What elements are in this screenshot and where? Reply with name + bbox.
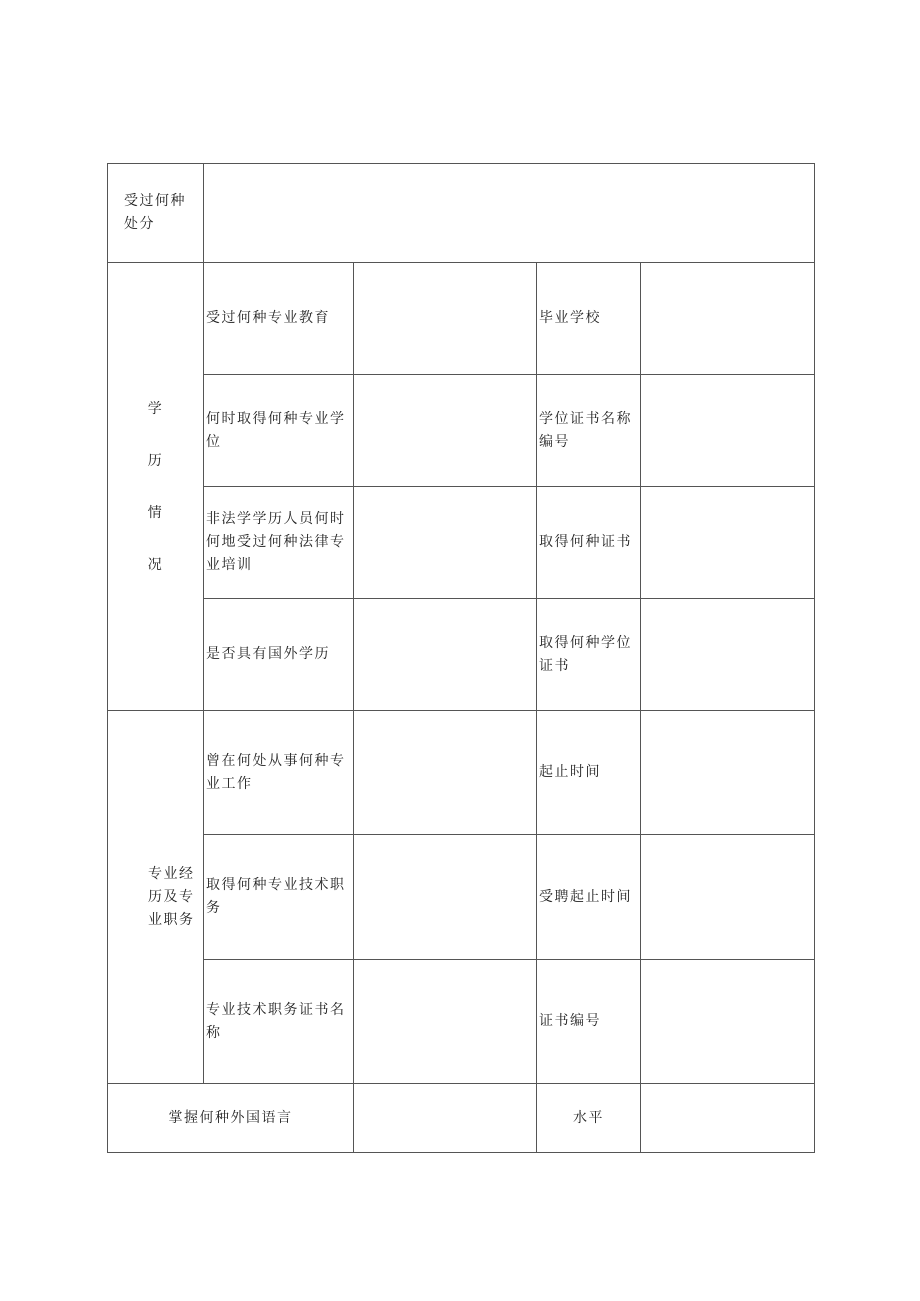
education-row-4 [108,599,815,711]
graduation-school-label: 毕业学校 [537,263,641,375]
work-history-field[interactable] [354,711,537,835]
certificate-obtained-field[interactable] [641,487,815,599]
registration-form-table [107,163,815,1153]
professional-education-label: 受过何种专业教育 [204,263,354,375]
work-period-label: 起止时间 [537,711,641,835]
education-row-3 [108,487,815,599]
technical-title-label: 取得何种专业技术职务 [204,835,354,960]
degree-obtained-label: 何时取得何种专业学位 [204,375,354,487]
degree-obtained-field[interactable] [354,375,537,487]
foreign-education-label: 是否具有国外学历 [204,599,354,711]
language-level-label: 水平 [537,1084,641,1153]
technical-title-field[interactable] [354,835,537,960]
education-section-char: 况 [147,556,164,573]
professional-education-field[interactable] [354,263,537,375]
title-certificate-label: 专业技术职务证书名称 [204,960,354,1084]
legal-training-field[interactable] [354,487,537,599]
professional-section-label: 专业经历及专业职务 [108,711,204,1084]
language-level-field[interactable] [641,1084,815,1153]
punishment-label: 受过何种处分 [108,164,204,263]
punishment-field[interactable] [204,164,815,263]
punishment-row [108,164,815,263]
education-section-char: 情 [147,504,164,521]
title-certificate-field[interactable] [354,960,537,1084]
work-period-field[interactable] [641,711,815,835]
education-section-char: 学 [147,400,164,417]
employment-period-label: 受聘起止时间 [537,835,641,960]
work-history-label: 曾在何处从事何种专业工作 [204,711,354,835]
degree-certificate-label: 学位证书名称编号 [537,375,641,487]
graduation-school-field[interactable] [641,263,815,375]
degree-certificate-type-field[interactable] [641,599,815,711]
education-section-label [108,263,204,711]
education-row-1 [108,263,815,375]
legal-training-label: 非法学学历人员何时何地受过何种法律专业培训 [204,487,354,599]
professional-row-3 [108,960,815,1084]
professional-row-1 [108,711,815,835]
certificate-obtained-label: 取得何种证书 [537,487,641,599]
professional-row-2 [108,835,815,960]
foreign-language-label: 掌握何种外国语言 [108,1084,354,1153]
certificate-number-field[interactable] [641,960,815,1084]
foreign-language-field[interactable] [354,1084,537,1153]
language-row [108,1084,815,1153]
degree-certificate-type-label: 取得何种学位证书 [537,599,641,711]
foreign-education-field[interactable] [354,599,537,711]
employment-period-field[interactable] [641,835,815,960]
degree-certificate-field[interactable] [641,375,815,487]
certificate-number-label: 证书编号 [537,960,641,1084]
education-section-char: 历 [147,452,164,469]
education-row-2 [108,375,815,487]
